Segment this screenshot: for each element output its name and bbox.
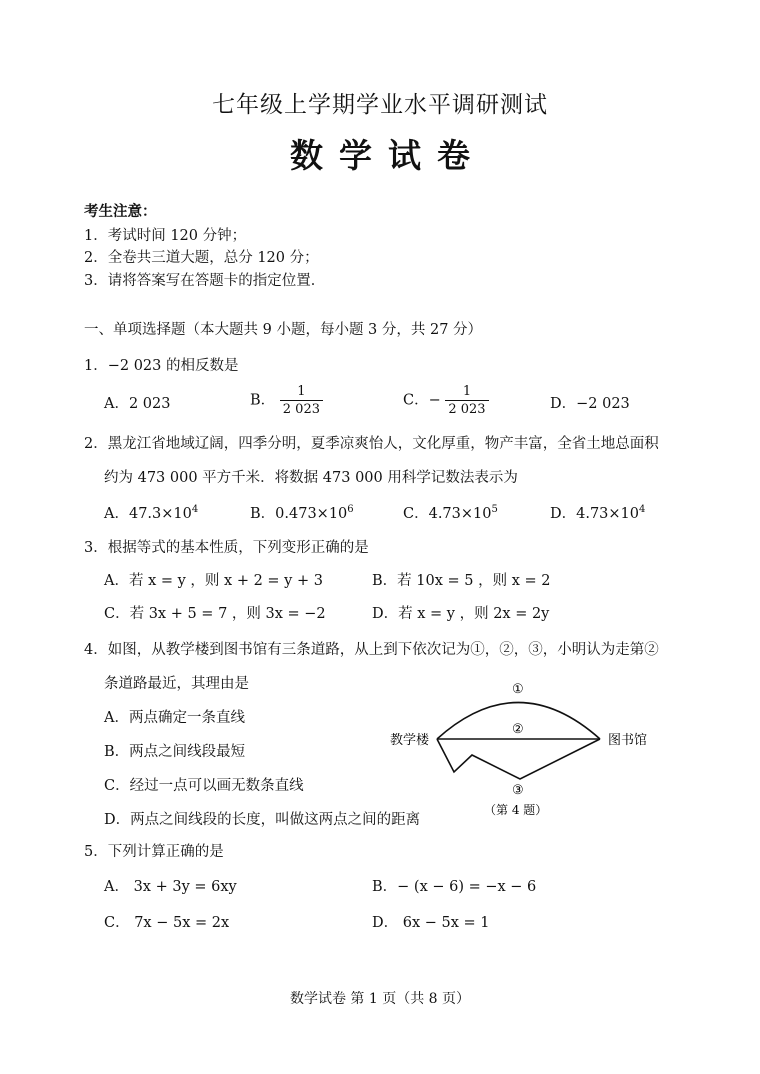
q4-option-c: C．经过一点可以画无数条直线 [104,778,304,794]
q1-option-c-denominator: 2 023 [448,402,486,417]
q1-option-b-numerator: 1 [280,383,323,401]
q2-option-a-base: A．47.3×10 [104,506,192,522]
notice-item-3: 3．请将答案写在答题卡的指定位置． [84,273,326,289]
q1-option-c-numerator: 1 [445,383,488,401]
q1-option-b-fraction [280,383,323,418]
exam-subtitle: 七年级上学期学业水平调研测试 [212,92,548,118]
q3-stem: 3．根据等式的基本性质，下列变形正确的是 [84,540,369,556]
q2-option-d [550,502,645,523]
q3-option-c: C．若 3x + 5 = 7 ，则 3x = −2 [104,606,326,622]
q4-roads-figure [380,676,660,826]
q2-stem-line1: 2．黑龙江省地域辽阔，四季分明，夏季凉爽怡人，文化厚重，物产丰富，全省土地总面积 [84,436,659,452]
q4-stem-line2: 条道路最近，其理由是 [104,676,249,692]
q2-option-c-base: C．4.73×10 [403,506,492,522]
q2-option-b-base: B．0.473×10 [250,506,348,522]
q2-stem-line2: 约为 473 000 平方千米．将数据 473 000 用科学记数法表示为 [104,470,518,486]
q1-option-b-denominator: 2 023 [282,402,320,417]
q5-option-c: C． 7x − 5x = 2x [104,915,230,931]
figure-caption: （第 4 题） [484,803,548,817]
q4-stem-line1: 4．如图，从教学楼到图书馆有三条道路，从上到下依次记为①，②，③，小明认为走第② [84,642,659,658]
q5-stem: 5．下列计算正确的是 [84,844,224,860]
q2-option-d-base: D．4.73×10 [550,506,640,522]
q2-option-a [104,502,198,523]
q2-option-c [403,502,498,523]
q1-option-c-fraction [445,383,488,418]
q2-option-b-exponent: 6 [347,504,354,516]
road-3-path [437,739,600,779]
q4-option-b: B．两点之间线段最短 [104,744,246,760]
q1-option-b [250,383,323,418]
q2-option-c-exponent: 5 [491,504,498,516]
figure-teaching-building-label: 教学楼 [390,733,430,748]
q1-option-d: D．−2 023 [550,396,630,412]
q5-option-d: D． 6x − 5x = 1 [372,915,490,931]
notice-heading: 考生注意： [84,203,157,220]
q5-option-b: B．− (x − 6) = −x − 6 [372,879,537,895]
notice-item-1: 1．考试时间 120 分钟； [84,228,247,244]
q4-option-d: D．两点之间线段的长度，叫做这两点之间的距离 [104,812,421,828]
q3-option-d: D．若 x = y ，则 2x = 2y [372,606,550,622]
q5-option-a: A． 3x + 3y = 6xy [104,879,237,895]
q1-stem: 1．−2 023 的相反数是 [84,358,239,374]
q2-option-b [250,502,354,523]
q3-option-b: B．若 10x = 5 ，则 x = 2 [372,573,551,589]
q1-option-a: A．2 023 [104,396,171,412]
figure-road-1-label: ① [512,682,524,697]
figure-library-label: 图书馆 [608,733,648,748]
page-footer: 数学试卷 第 1 页（共 8 页） [289,991,471,1007]
q4-option-a: A．两点确定一条直线 [104,710,245,726]
figure-road-2-label: ② [512,722,524,737]
q1-option-c-label: C．− [403,392,441,409]
notice-item-2: 2．全卷共三道大题，总分 120 分； [84,250,319,266]
q1-option-c [403,383,489,418]
q3-option-a: A．若 x = y ，则 x + 2 = y + 3 [104,573,323,589]
q1-option-b-label: B． [250,392,276,409]
q2-option-d-exponent: 4 [639,504,646,516]
q2-option-a-exponent: 4 [191,504,199,516]
section1-heading: 一、单项选择题（本大题共 9 小题，每小题 3 分，共 27 分） [84,322,483,338]
exam-title: 数学试卷 [290,136,486,175]
figure-road-3-label: ③ [512,783,524,798]
